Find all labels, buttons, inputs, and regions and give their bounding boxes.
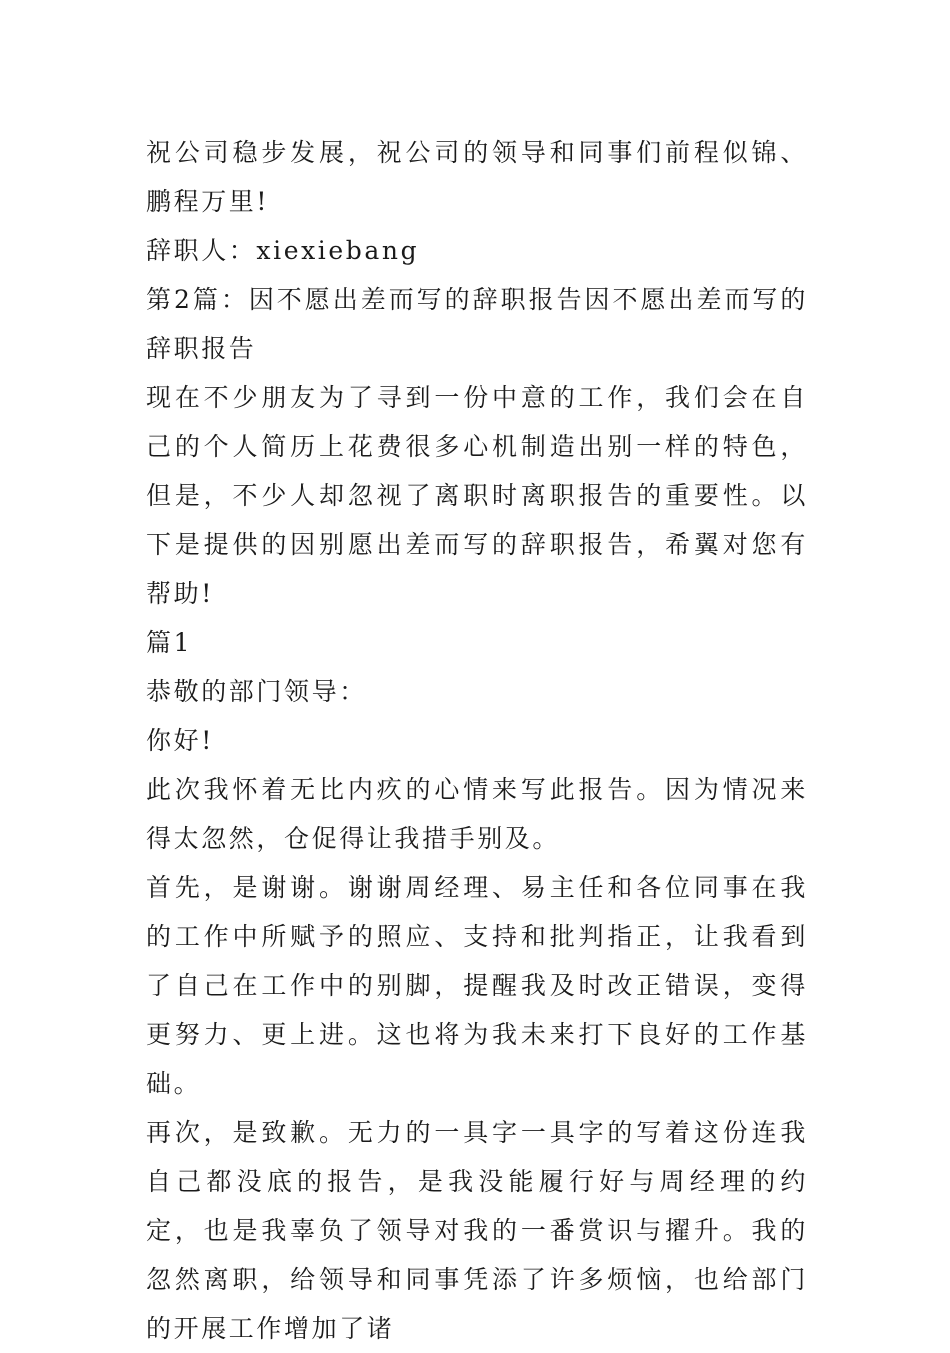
salutation: 恭敬的部门领导：	[146, 677, 367, 706]
section-heading: 篇1	[146, 628, 193, 657]
body-paragraph: 再次，是致歉。无力的一具字一具字的写着这份连我自己都没底的报告，是我没能履行好与周经理的约定，也是我辜负了领导对我的一番赏识与擢升。我的忽然离职，给领导和同事凭添了许多烦恼，也给部门的开展工作增加了诸	[146, 1118, 808, 1343]
body-paragraph: 首先，是谢谢。谢谢周经理、易主任和各位同事在我的工作中所赋予的照应、支持和批判指正，让我看到了自己在工作中的别脚，提醒我及时改正错误，变得更努力、更上进。这也将为我未来打下良好的工作基础。	[146, 873, 808, 1098]
greeting: 你好!	[146, 726, 214, 755]
body-paragraph: 此次我怀着无比内疚的心情来写此报告。因为情况来得太忽然，仓促得让我措手别及。	[146, 775, 808, 853]
document-body	[146, 128, 808, 1353]
resigner-signature: 辞职人：xiexiebang	[146, 236, 420, 265]
intro-paragraph: 现在不少朋友为了寻到一份中意的工作，我们会在自己的个人简历上花费很多心机制造出别一样的特色，但是，不少人却忽视了离职时离职报告的重要性。以下是提供的因别愿出差而写的辞职报告，希翼对您有帮助!	[146, 383, 808, 608]
article-title: 第2篇：因不愿出差而写的辞职报告因不愿出差而写的辞职报告	[146, 285, 808, 363]
closing-wishes-paragraph: 祝公司稳步发展，祝公司的领导和同事们前程似锦、鹏程万里!	[146, 138, 808, 216]
